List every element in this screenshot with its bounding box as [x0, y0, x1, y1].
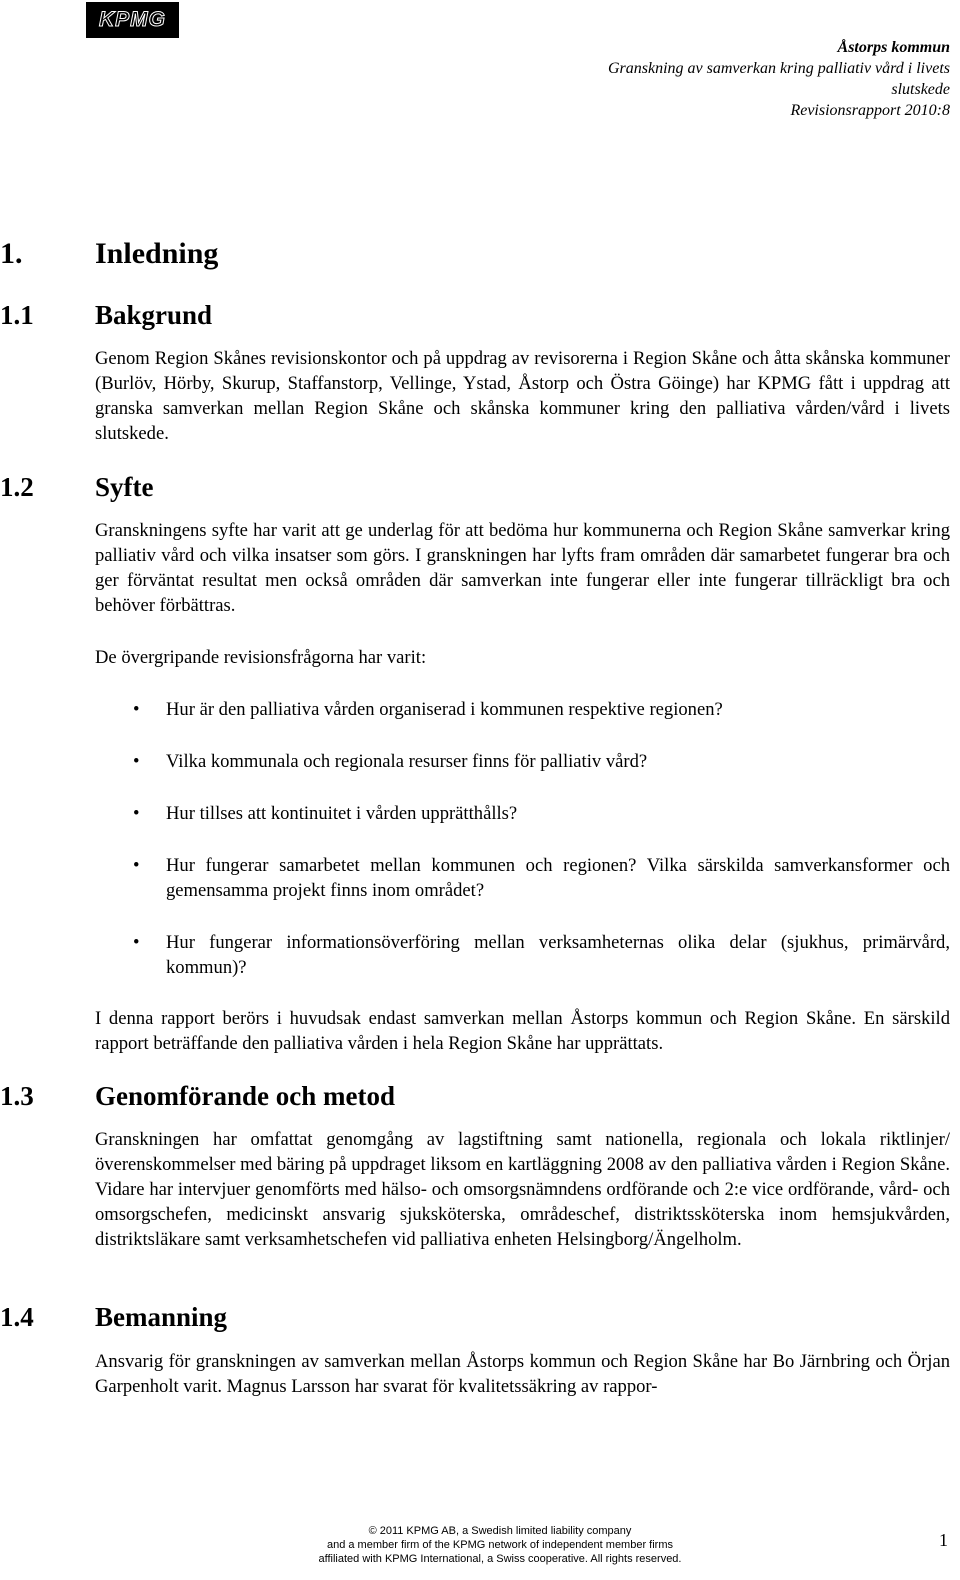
section-title-bemanning: Bemanning — [95, 1302, 228, 1332]
page-number: 1 — [939, 1530, 948, 1550]
list-item — [95, 853, 950, 903]
bullet-icon: • — [133, 751, 140, 772]
list-item-text: Hur är den palliativa vården organiserad i kommunen respektive regionen? — [166, 699, 723, 720]
bakgrund-paragraph: Genom Region Skånes revisionskontor och på uppdrag av revisorerna i Region Skåne och åtta skånska kommuner (Burlöv, Hörby, Skurup, Staffanstorp, Vellinge, Ystad, Åstorp och Östra Göinge) har KPMG fått i uppdrag att granska samverkan mellan Region Skåne och skånska kommuner kring den palliativa vården/vård i livets slutskede. — [95, 348, 950, 444]
footer-affiliation: affiliated with KPMG International, a Swiss cooperative. All rights reserved. — [318, 1553, 682, 1565]
list-item — [95, 697, 950, 722]
section-title-syfte: Syfte — [95, 472, 154, 502]
section-number-1-4: 1.4 — [0, 1302, 34, 1332]
bullet-icon: • — [133, 803, 140, 824]
list-item — [95, 930, 950, 980]
list-item-text: Hur fungerar informationsöverföring mellan verksamheternas olika delar (sjukhus, primärvård, kommun)? — [166, 932, 950, 978]
list-item-text: Hur tillses att kontinuitet i vården upprätthålls? — [166, 803, 518, 824]
list-item-text: Hur fungerar samarbetet mellan kommunen och regionen? Vilka särskilda samverkansformer och gemensamma projekt finns inom området? — [166, 855, 950, 901]
header-title-line2: slutskede — [891, 81, 950, 98]
page-footer — [290, 1524, 710, 1566]
bullet-icon: • — [133, 699, 140, 720]
section-title-genomforande: Genomförande och metod — [95, 1081, 395, 1111]
header-report: Revisionsrapport 2010:8 — [790, 102, 950, 119]
section-number-1-1: 1.1 — [0, 300, 34, 330]
logo-text: KPMG — [99, 8, 166, 31]
page-header — [530, 37, 950, 121]
syfte-paragraph: Granskningens syfte har varit att ge underlag för att bedöma hur kommunerna och Region Skåne samverkar kring palliativ vård och vilka insatser som görs. I granskningen har lyfts fram områden där samarbetet fungerar bra och ger förväntat resultat men också områden där samverkan inte fungerar eller inte fungerar tillräckligt bra och behöver förbättras. — [95, 520, 950, 616]
footer-copyright: © 2011 KPMG AB, a Swedish limited liability company — [368, 1525, 632, 1537]
chapter-title: Inledning — [95, 237, 219, 270]
header-title-line1: Granskning av samverkan kring palliativ vård i livets — [607, 60, 950, 77]
questions-intro: De övergripande revisionsfrågorna har varit: — [95, 647, 427, 668]
bullet-icon: • — [133, 855, 140, 876]
kpmg-logo — [86, 2, 179, 38]
section-number-1-2: 1.2 — [0, 472, 34, 502]
list-item-text: Vilka kommunala och regionala resurser finns för palliativ vård? — [166, 751, 648, 772]
header-org: Åstorps kommun — [837, 39, 950, 56]
list-item — [95, 801, 950, 826]
footer-member: and a member firm of the KPMG network of independent member firms — [326, 1539, 674, 1551]
section-title-bakgrund: Bakgrund — [95, 300, 213, 330]
bemanning-paragraph: Ansvarig för granskningen av samverkan mellan Åstorps kommun och Region Skåne har Bo Järnbring och Örjan Garpenholt varit. Magnus Larsson har svarat för kvalitetssäkring av rappor- — [95, 1351, 950, 1397]
scope-paragraph: I denna rapport berörs i huvudsak endast samverkan mellan Åstorps kommun och Region Skåne. En särskild rapport beträffande den palliativa vården i hela Region Skåne har upprättats. — [95, 1008, 950, 1054]
list-item — [95, 749, 950, 774]
bullet-icon: • — [133, 932, 140, 953]
section-number-1-3: 1.3 — [0, 1081, 34, 1111]
genomforande-paragraph: Granskningen har omfattat genomgång av lagstiftning samt nationella, regionala och lokala riktlinjer/överenskommelser med bäring på uppdraget liksom en kartläggning 2008 av den palliativa vården i Region Skåne. Vidare har intervjuer genomförts med hälso- och omsorgsnämndens ordförande och 2:e vice ordförande, vård- och omsorgschefen, medicinskt ansvarig sjuksköterska, områdeschef, distriktssköterska inom hemsjukvården, distriktsläkare samt verksamhetschefen vid palliativa enheten Helsingborg/Ängelholm. — [95, 1129, 950, 1250]
chapter-number: 1. — [0, 237, 23, 270]
